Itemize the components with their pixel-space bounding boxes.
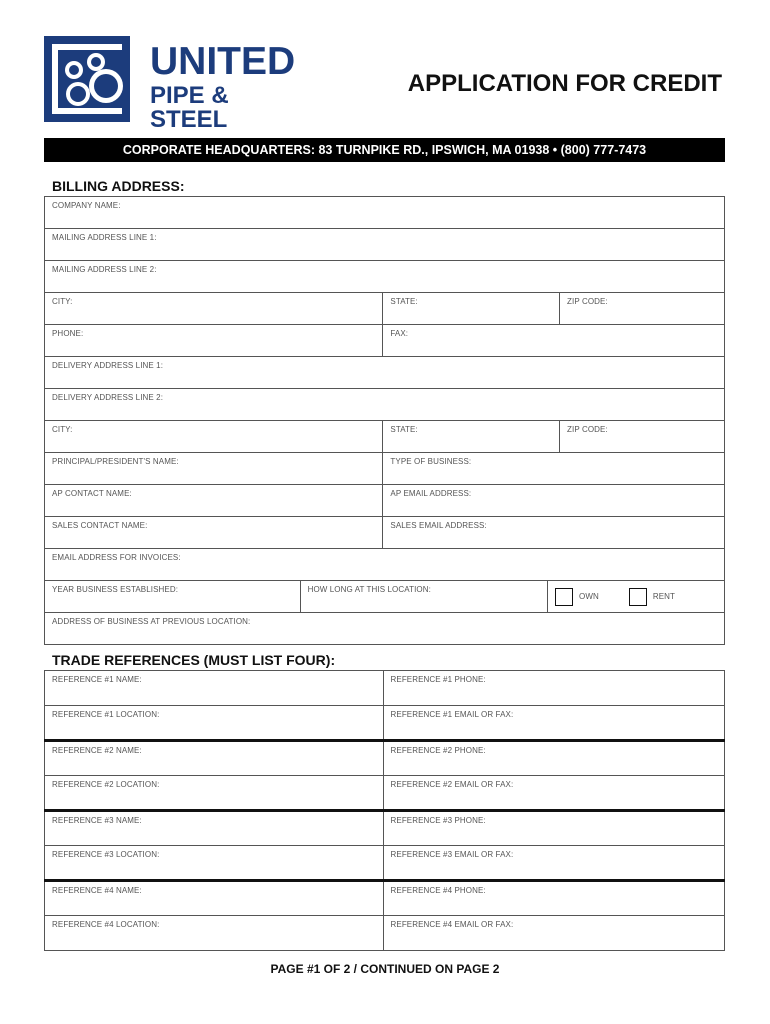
billing-form xyxy=(44,196,725,645)
delivery-address-line1-field[interactable]: DELIVERY ADDRESS LINE 1: xyxy=(45,357,725,389)
logo-wordmark-line1: UNITED xyxy=(150,40,296,83)
headquarters-bar: CORPORATE HEADQUARTERS: 83 TURNPIKE RD., IPSWICH, MA 01938 • (800) 777-7473 xyxy=(44,138,725,162)
ap-contact-name-field[interactable]: AP CONTACT NAME: xyxy=(45,485,383,517)
rent-checkbox[interactable] xyxy=(629,588,647,606)
sales-email-field[interactable]: SALES EMAIL ADDRESS: xyxy=(383,517,725,549)
previous-address-field[interactable]: ADDRESS OF BUSINESS AT PREVIOUS LOCATION: xyxy=(45,613,725,645)
reference-4-location-field[interactable]: REFERENCE #4 LOCATION: xyxy=(45,916,384,951)
reference-2-location-field[interactable]: REFERENCE #2 LOCATION: xyxy=(45,776,384,811)
reference-4-phone-field[interactable]: REFERENCE #4 PHONE: xyxy=(383,881,725,916)
delivery-zip-code-field[interactable]: ZIP CODE: xyxy=(560,421,725,453)
sales-contact-name-field[interactable]: SALES CONTACT NAME: xyxy=(45,517,383,549)
billing-address-heading: BILLING ADDRESS: xyxy=(52,178,185,194)
reference-2-name-field[interactable]: REFERENCE #2 NAME: xyxy=(45,741,384,776)
reference-2-email-field[interactable]: REFERENCE #2 EMAIL OR FAX: xyxy=(383,776,725,811)
zip-code-field[interactable]: ZIP CODE: xyxy=(560,293,725,325)
year-established-field[interactable]: YEAR BUSINESS ESTABLISHED: xyxy=(45,581,301,613)
reference-1-email-field[interactable]: REFERENCE #1 EMAIL OR FAX: xyxy=(383,706,725,741)
reference-3-phone-field[interactable]: REFERENCE #3 PHONE: xyxy=(383,811,725,846)
logo-wordmark-line2: PIPE & STEEL xyxy=(150,82,229,133)
page-footer: PAGE #1 OF 2 / CONTINUED ON PAGE 2 xyxy=(270,962,500,976)
reference-1-name-field[interactable]: REFERENCE #1 NAME: xyxy=(45,671,384,706)
reference-4-email-field[interactable]: REFERENCE #4 EMAIL OR FAX: xyxy=(383,916,725,951)
reference-1-phone-field[interactable]: REFERENCE #1 PHONE: xyxy=(383,671,725,706)
ownership-options xyxy=(548,581,725,613)
trade-references-form xyxy=(44,670,725,951)
own-checkbox[interactable] xyxy=(555,588,573,606)
own-label: OWN xyxy=(579,592,599,601)
delivery-address-line2-field[interactable]: DELIVERY ADDRESS LINE 2: xyxy=(45,389,725,421)
page-title: APPLICATION FOR CREDIT xyxy=(407,70,722,97)
pipes-logo-icon xyxy=(44,36,130,122)
rent-label: RENT xyxy=(652,592,675,601)
type-of-business-field[interactable]: TYPE OF BUSINESS: xyxy=(383,453,725,485)
reference-3-location-field[interactable]: REFERENCE #3 LOCATION: xyxy=(45,846,384,881)
mailing-address-line1-field[interactable]: MAILING ADDRESS LINE 1: xyxy=(45,229,725,261)
trade-references-heading: TRADE REFERENCES (MUST LIST FOUR): xyxy=(52,652,336,668)
reference-2-phone-field[interactable]: REFERENCE #2 PHONE: xyxy=(383,741,725,776)
reference-4-name-field[interactable]: REFERENCE #4 NAME: xyxy=(45,881,384,916)
invoice-email-field[interactable]: EMAIL ADDRESS FOR INVOICES: xyxy=(45,549,725,581)
company-name-field[interactable]: COMPANY NAME: xyxy=(45,197,725,229)
how-long-at-location-field[interactable]: HOW LONG AT THIS LOCATION: xyxy=(300,581,547,613)
company-logo xyxy=(44,36,312,133)
city-field[interactable]: CITY: xyxy=(45,293,383,325)
phone-field[interactable]: PHONE: xyxy=(45,325,383,357)
ap-email-field[interactable]: AP EMAIL ADDRESS: xyxy=(383,485,725,517)
reference-3-email-field[interactable]: REFERENCE #3 EMAIL OR FAX: xyxy=(383,846,725,881)
mailing-address-line2-field[interactable]: MAILING ADDRESS LINE 2: xyxy=(45,261,725,293)
reference-3-name-field[interactable]: REFERENCE #3 NAME: xyxy=(45,811,384,846)
delivery-city-field[interactable]: CITY: xyxy=(45,421,383,453)
principal-name-field[interactable]: PRINCIPAL/PRESIDENT'S NAME: xyxy=(45,453,383,485)
state-field[interactable]: STATE: xyxy=(383,293,560,325)
fax-field[interactable]: FAX: xyxy=(383,325,725,357)
delivery-state-field[interactable]: STATE: xyxy=(383,421,560,453)
reference-1-location-field[interactable]: REFERENCE #1 LOCATION: xyxy=(45,706,384,741)
